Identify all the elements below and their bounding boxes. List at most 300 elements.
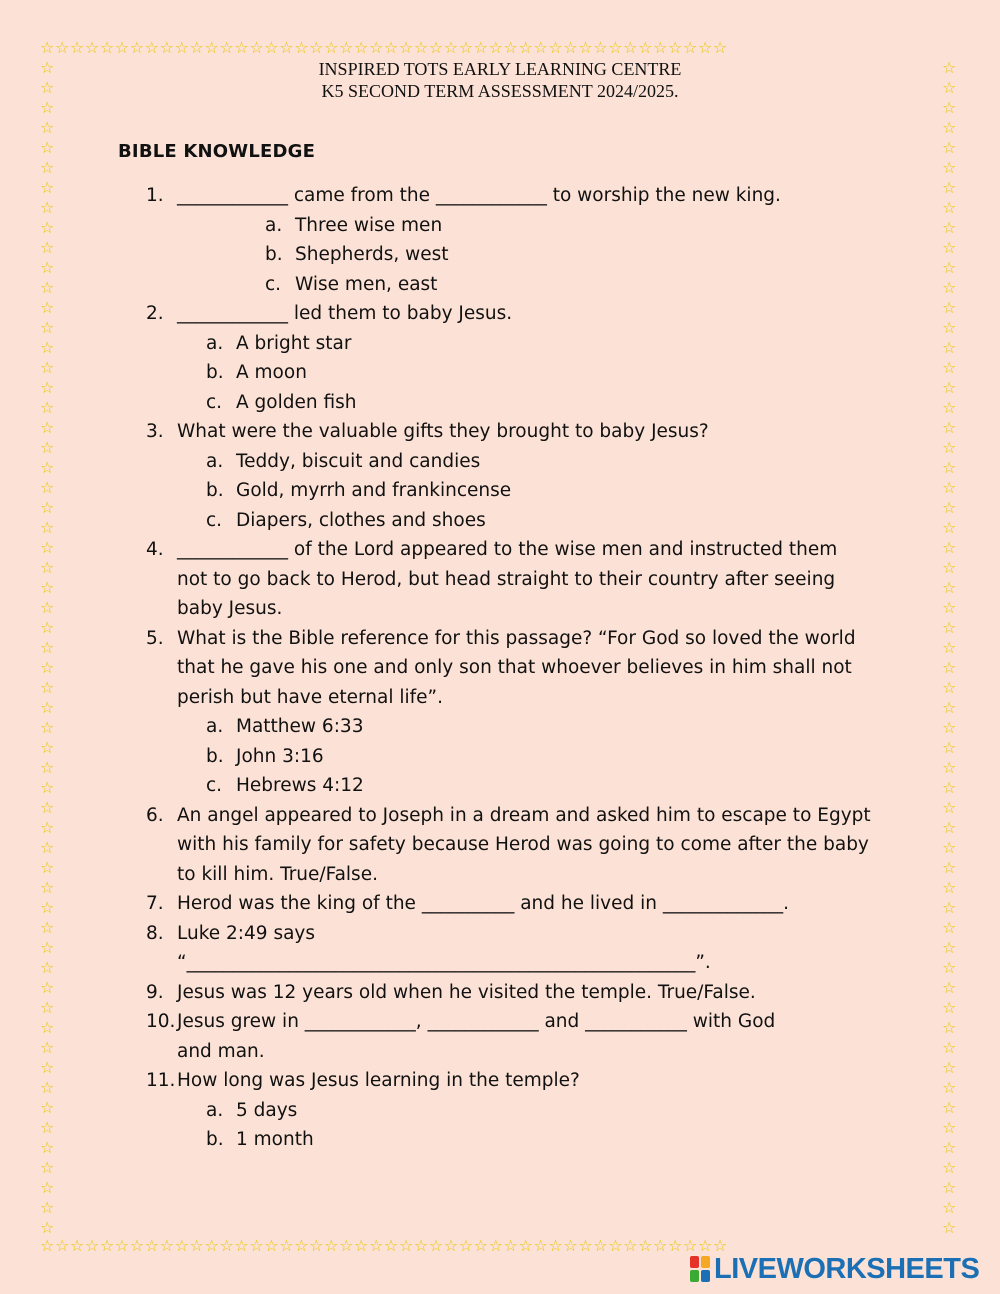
question-text: Jesus grew in ____________, ____________ and ___________ with God — [177, 1011, 776, 1032]
question-9 — [0, 978, 1000, 1008]
question-text: How long was Jesus learning in the temple? — [177, 1070, 580, 1091]
star-outline-icon: ☆ — [40, 778, 55, 797]
question-3 — [0, 417, 1000, 447]
question-text: ____________ of the Lord appeared to the wise men and instructed them — [177, 539, 838, 560]
star-outline-icon: ☆ — [697, 1236, 713, 1255]
star-outline-icon: ☆ — [40, 58, 55, 77]
star-outline-icon: ☆ — [712, 38, 728, 57]
star-outline-icon: ☆ — [533, 38, 549, 57]
option-letter: b. — [265, 244, 283, 265]
option-item — [0, 270, 1000, 300]
option-letter: b. — [206, 480, 224, 501]
star-outline-icon: ☆ — [942, 298, 957, 317]
star-outline-icon: ☆ — [40, 698, 55, 717]
star-outline-icon: ☆ — [942, 218, 957, 237]
star-outline-icon: ☆ — [942, 1198, 957, 1217]
option-text: A golden fish — [236, 391, 357, 413]
star-outline-icon: ☆ — [40, 898, 55, 917]
star-outline-icon: ☆ — [518, 38, 534, 57]
option-letter: a. — [206, 450, 224, 472]
star-outline-icon: ☆ — [608, 38, 624, 57]
star-outline-icon: ☆ — [204, 1236, 220, 1255]
star-outline-icon: ☆ — [942, 658, 957, 677]
star-outline-icon: ☆ — [234, 1236, 250, 1255]
star-outline-icon: ☆ — [40, 538, 55, 557]
option-item — [0, 712, 1000, 742]
star-outline-icon: ☆ — [40, 1236, 55, 1255]
star-outline-icon: ☆ — [339, 1236, 355, 1255]
section-title: BIBLE KNOWLEDGE — [118, 141, 316, 162]
star-outline-icon: ☆ — [40, 1158, 55, 1177]
star-outline-icon: ☆ — [40, 218, 55, 237]
star-outline-icon: ☆ — [473, 38, 489, 57]
star-outline-icon: ☆ — [264, 38, 280, 57]
star-outline-icon: ☆ — [40, 398, 55, 417]
star-outline-icon: ☆ — [40, 678, 55, 697]
star-outline-icon: ☆ — [114, 38, 130, 57]
option-text: Shepherds, west — [295, 244, 449, 265]
star-outline-icon: ☆ — [942, 538, 957, 557]
question-number: 7. — [146, 893, 164, 914]
star-outline-icon: ☆ — [189, 1236, 205, 1255]
star-outline-icon: ☆ — [354, 38, 369, 57]
star-outline-icon: ☆ — [518, 1236, 534, 1255]
star-outline-icon: ☆ — [189, 38, 205, 57]
star-outline-icon: ☆ — [69, 1236, 85, 1255]
question-text: What were the valuable gifts they brought to baby Jesus? — [177, 421, 709, 442]
question-text: Luke 2:49 says — [177, 922, 316, 944]
question-number: 10. — [146, 1011, 176, 1032]
star-outline-icon: ☆ — [942, 178, 957, 197]
question-11 — [0, 1066, 1000, 1096]
option-text: John 3:16 — [236, 745, 324, 767]
option-text: Matthew 6:33 — [236, 716, 364, 737]
star-outline-icon: ☆ — [294, 1236, 310, 1255]
star-outline-icon: ☆ — [653, 38, 669, 57]
option-item — [0, 1125, 1000, 1155]
option-text: 1 month — [236, 1129, 314, 1150]
star-outline-icon: ☆ — [942, 1058, 957, 1077]
star-outline-icon: ☆ — [144, 1236, 160, 1255]
question-text: An angel appeared to Joseph in a dream and asked him to escape to Egypt — [177, 804, 871, 826]
question-text: with his family for safety because Herod was going to come after the baby — [177, 834, 869, 855]
star-outline-icon: ☆ — [40, 298, 55, 317]
star-outline-icon: ☆ — [942, 578, 957, 597]
star-outline-icon: ☆ — [309, 1236, 325, 1255]
star-outline-icon: ☆ — [40, 1138, 55, 1157]
star-outline-icon: ☆ — [219, 1236, 235, 1255]
star-outline-icon: ☆ — [114, 1236, 130, 1255]
star-outline-icon: ☆ — [942, 418, 957, 437]
star-outline-icon: ☆ — [942, 678, 957, 697]
star-outline-icon: ☆ — [40, 658, 55, 677]
star-outline-icon: ☆ — [942, 458, 957, 477]
star-outline-icon: ☆ — [249, 1236, 265, 1255]
star-outline-icon: ☆ — [638, 1236, 654, 1255]
option-item — [0, 240, 1000, 270]
star-outline-icon: ☆ — [942, 1098, 957, 1117]
option-item — [0, 506, 1000, 536]
star-outline-icon: ☆ — [383, 38, 399, 57]
option-text: Gold, myrrh and frankincense — [236, 480, 512, 501]
star-outline-icon: ☆ — [309, 38, 325, 57]
question-continuation — [0, 1037, 1000, 1067]
star-outline-icon: ☆ — [219, 38, 235, 57]
star-outline-icon: ☆ — [503, 1236, 519, 1255]
star-outline-icon: ☆ — [458, 1236, 474, 1255]
star-outline-icon: ☆ — [99, 38, 115, 57]
star-outline-icon: ☆ — [488, 38, 504, 57]
option-letter: b. — [206, 1129, 224, 1150]
star-outline-icon: ☆ — [54, 1236, 70, 1255]
star-outline-icon: ☆ — [503, 38, 519, 57]
star-outline-icon: ☆ — [204, 38, 220, 57]
question-continuation — [0, 830, 1000, 860]
star-outline-icon: ☆ — [942, 818, 957, 837]
star-outline-icon: ☆ — [942, 878, 957, 897]
star-outline-icon: ☆ — [608, 1236, 624, 1255]
star-outline-icon: ☆ — [279, 1236, 295, 1255]
star-outline-icon: ☆ — [942, 978, 957, 997]
star-outline-icon: ☆ — [942, 58, 957, 77]
star-outline-icon: ☆ — [324, 38, 340, 57]
star-outline-icon: ☆ — [294, 38, 310, 57]
star-outline-icon: ☆ — [942, 638, 957, 657]
star-outline-icon: ☆ — [354, 1236, 369, 1255]
star-outline-icon: ☆ — [942, 958, 957, 977]
star-outline-icon: ☆ — [40, 718, 55, 737]
star-outline-icon: ☆ — [40, 558, 55, 577]
star-outline-icon: ☆ — [129, 38, 145, 57]
star-outline-icon: ☆ — [398, 38, 414, 57]
star-outline-icon: ☆ — [942, 478, 957, 497]
star-outline-icon: ☆ — [443, 1236, 459, 1255]
star-outline-icon: ☆ — [682, 38, 698, 57]
question-6 — [0, 801, 1000, 831]
option-letter: c. — [265, 273, 282, 295]
question-number: 1. — [146, 185, 164, 206]
star-outline-icon: ☆ — [942, 838, 957, 857]
star-outline-icon: ☆ — [942, 138, 957, 157]
star-outline-icon: ☆ — [942, 718, 957, 737]
star-outline-icon: ☆ — [942, 338, 957, 357]
star-outline-icon: ☆ — [174, 1236, 190, 1255]
option-item — [0, 329, 1000, 359]
option-letter: a. — [206, 1099, 224, 1121]
star-outline-icon: ☆ — [942, 1138, 957, 1157]
star-outline-icon: ☆ — [40, 338, 55, 357]
star-outline-icon: ☆ — [942, 398, 957, 417]
question-4 — [0, 535, 1000, 565]
page-header — [0, 58, 1000, 102]
star-outline-icon: ☆ — [40, 318, 55, 337]
watermark-text: LIVEWORKSHEETS — [714, 1252, 980, 1285]
star-outline-icon: ☆ — [40, 858, 55, 877]
question-text: ____________ came from the ____________ to worship the new king. — [177, 185, 781, 206]
star-outline-icon: ☆ — [40, 878, 55, 897]
liveworksheets-logo-icon — [690, 1256, 710, 1282]
question-8 — [0, 919, 1000, 949]
star-outline-icon: ☆ — [443, 38, 459, 57]
star-outline-icon: ☆ — [473, 1236, 489, 1255]
question-text: perish but have eternal life”. — [177, 686, 444, 708]
star-outline-icon: ☆ — [942, 518, 957, 537]
star-outline-icon: ☆ — [339, 38, 355, 57]
star-outline-icon: ☆ — [40, 158, 55, 177]
star-outline-icon: ☆ — [398, 1236, 414, 1255]
star-outline-icon: ☆ — [40, 138, 55, 157]
star-outline-icon: ☆ — [942, 258, 957, 277]
star-outline-icon: ☆ — [383, 1236, 399, 1255]
option-item — [0, 771, 1000, 801]
star-outline-icon: ☆ — [942, 378, 957, 397]
star-outline-icon: ☆ — [40, 598, 55, 617]
question-number: 11. — [146, 1070, 176, 1091]
option-text: Hebrews 4:12 — [236, 775, 364, 796]
star-outline-icon: ☆ — [942, 118, 957, 137]
star-outline-icon: ☆ — [942, 498, 957, 517]
star-outline-icon: ☆ — [942, 1218, 957, 1237]
star-outline-icon: ☆ — [40, 518, 55, 537]
star-outline-icon: ☆ — [942, 438, 957, 457]
option-item — [0, 476, 1000, 506]
answer-blank: “_______________________________________________________”. — [177, 952, 711, 973]
star-outline-icon: ☆ — [40, 178, 55, 197]
star-outline-icon: ☆ — [40, 1198, 55, 1217]
star-outline-icon: ☆ — [563, 1236, 579, 1255]
star-outline-icon: ☆ — [623, 38, 639, 57]
star-outline-icon: ☆ — [40, 1098, 55, 1117]
option-text: Wise men, east — [295, 273, 438, 295]
star-outline-icon: ☆ — [942, 278, 957, 297]
star-outline-icon: ☆ — [942, 1038, 957, 1057]
star-outline-icon: ☆ — [99, 1236, 115, 1255]
star-outline-icon: ☆ — [458, 38, 474, 57]
star-outline-icon: ☆ — [40, 1058, 55, 1077]
option-item — [0, 1096, 1000, 1126]
question-text: to kill him. True/False. — [177, 863, 378, 885]
star-outline-icon: ☆ — [942, 698, 957, 717]
star-outline-icon: ☆ — [712, 1236, 728, 1255]
star-outline-icon: ☆ — [40, 498, 55, 517]
star-outline-icon: ☆ — [668, 1236, 683, 1255]
star-outline-icon: ☆ — [578, 1236, 594, 1255]
star-outline-icon: ☆ — [159, 38, 175, 57]
star-outline-icon: ☆ — [40, 618, 55, 637]
star-outline-icon: ☆ — [40, 818, 55, 837]
star-outline-icon: ☆ — [942, 1178, 957, 1197]
question-number: 4. — [146, 539, 164, 560]
option-item — [0, 742, 1000, 772]
star-outline-icon: ☆ — [144, 38, 160, 57]
star-outline-icon: ☆ — [264, 1236, 280, 1255]
star-outline-icon: ☆ — [40, 798, 55, 817]
star-outline-icon: ☆ — [40, 918, 55, 937]
star-outline-icon: ☆ — [40, 198, 55, 217]
star-outline-icon: ☆ — [40, 438, 55, 457]
star-outline-icon: ☆ — [84, 38, 100, 57]
assessment-title: K5 SECOND TERM ASSESSMENT 2024/2025. — [321, 81, 679, 101]
option-letter: a. — [265, 214, 283, 236]
question-number: 8. — [146, 922, 164, 944]
star-outline-icon: ☆ — [40, 1218, 55, 1237]
star-outline-icon: ☆ — [653, 1236, 669, 1255]
star-outline-icon: ☆ — [368, 1236, 384, 1255]
option-text: Three wise men — [295, 214, 443, 236]
question-continuation — [0, 948, 1000, 978]
star-outline-icon: ☆ — [942, 858, 957, 877]
star-outline-icon: ☆ — [942, 1018, 957, 1037]
star-outline-icon: ☆ — [234, 38, 250, 57]
star-outline-icon: ☆ — [84, 1236, 100, 1255]
question-5 — [0, 624, 1000, 654]
star-outline-icon: ☆ — [249, 38, 265, 57]
question-text: Herod was the king of the __________ and he lived in _____________. — [177, 893, 789, 914]
star-outline-icon: ☆ — [40, 358, 55, 377]
star-border-top — [40, 38, 962, 58]
star-outline-icon: ☆ — [413, 1236, 429, 1255]
star-outline-icon: ☆ — [942, 998, 957, 1017]
star-outline-icon: ☆ — [413, 38, 429, 57]
star-outline-icon: ☆ — [428, 38, 444, 57]
option-text: Teddy, biscuit and candies — [236, 450, 481, 472]
star-outline-icon: ☆ — [40, 578, 55, 597]
question-number: 2. — [146, 303, 164, 324]
question-continuation — [0, 653, 1000, 683]
star-outline-icon: ☆ — [533, 1236, 549, 1255]
star-outline-icon: ☆ — [942, 1118, 957, 1137]
star-outline-icon: ☆ — [563, 38, 579, 57]
question-continuation — [0, 594, 1000, 624]
star-outline-icon: ☆ — [942, 598, 957, 617]
star-outline-icon: ☆ — [40, 838, 55, 857]
star-outline-icon: ☆ — [593, 38, 609, 57]
star-outline-icon: ☆ — [428, 1236, 444, 1255]
option-text: A bright star — [236, 332, 352, 354]
star-outline-icon: ☆ — [578, 38, 594, 57]
star-outline-icon: ☆ — [942, 758, 957, 777]
star-outline-icon: ☆ — [40, 758, 55, 777]
option-text: A moon — [236, 362, 307, 383]
question-2 — [0, 299, 1000, 329]
star-outline-icon: ☆ — [40, 1018, 55, 1037]
star-outline-icon: ☆ — [69, 38, 85, 57]
option-text: Diapers, clothes and shoes — [236, 509, 486, 531]
star-outline-icon: ☆ — [40, 938, 55, 957]
star-outline-icon: ☆ — [942, 98, 957, 117]
star-outline-icon: ☆ — [40, 258, 55, 277]
star-outline-icon: ☆ — [942, 78, 957, 97]
option-letter: b. — [206, 745, 224, 767]
star-outline-icon: ☆ — [40, 998, 55, 1017]
star-outline-icon: ☆ — [488, 1236, 504, 1255]
star-outline-icon: ☆ — [40, 278, 55, 297]
option-letter: b. — [206, 362, 224, 383]
question-continuation — [0, 860, 1000, 890]
star-outline-icon: ☆ — [942, 1158, 957, 1177]
star-outline-icon: ☆ — [54, 38, 70, 57]
star-outline-icon: ☆ — [40, 458, 55, 477]
question-7 — [0, 889, 1000, 919]
star-outline-icon: ☆ — [40, 418, 55, 437]
question-10 — [0, 1007, 1000, 1037]
star-outline-icon: ☆ — [40, 118, 55, 137]
star-outline-icon: ☆ — [942, 618, 957, 637]
question-number: 5. — [146, 627, 164, 649]
question-text: and man. — [177, 1040, 265, 1062]
option-letter: c. — [206, 391, 223, 413]
question-number: 3. — [146, 421, 164, 442]
question-1 — [0, 181, 1000, 211]
star-outline-icon: ☆ — [40, 38, 55, 57]
option-item — [0, 358, 1000, 388]
star-outline-icon: ☆ — [40, 1178, 55, 1197]
star-outline-icon: ☆ — [942, 898, 957, 917]
liveworksheets-watermark[interactable] — [690, 1252, 979, 1286]
star-outline-icon: ☆ — [697, 38, 713, 57]
star-outline-icon: ☆ — [40, 1118, 55, 1137]
star-outline-icon: ☆ — [368, 38, 384, 57]
option-letter: c. — [206, 509, 223, 531]
option-letter: a. — [206, 332, 224, 354]
question-text: baby Jesus. — [177, 598, 283, 619]
star-outline-icon: ☆ — [40, 78, 55, 97]
option-item — [0, 447, 1000, 477]
star-outline-icon: ☆ — [279, 38, 295, 57]
star-outline-icon: ☆ — [548, 38, 564, 57]
star-outline-icon: ☆ — [942, 318, 957, 337]
option-letter: c. — [206, 775, 223, 796]
star-outline-icon: ☆ — [668, 38, 683, 57]
question-continuation — [0, 683, 1000, 713]
star-outline-icon: ☆ — [40, 958, 55, 977]
question-list — [0, 181, 1000, 1155]
star-outline-icon: ☆ — [593, 1236, 609, 1255]
star-outline-icon: ☆ — [324, 1236, 340, 1255]
star-outline-icon: ☆ — [129, 1236, 145, 1255]
star-outline-icon: ☆ — [40, 738, 55, 757]
school-name: INSPIRED TOTS EARLY LEARNING CENTRE — [318, 59, 682, 79]
star-outline-icon: ☆ — [40, 478, 55, 497]
question-text: not to go back to Herod, but head straight to their country after seeing — [177, 568, 836, 590]
star-outline-icon: ☆ — [40, 638, 55, 657]
star-outline-icon: ☆ — [40, 1038, 55, 1057]
star-outline-icon: ☆ — [638, 38, 654, 57]
star-outline-icon: ☆ — [548, 1236, 564, 1255]
star-outline-icon: ☆ — [942, 238, 957, 257]
star-outline-icon: ☆ — [40, 98, 55, 117]
star-outline-icon: ☆ — [174, 38, 190, 57]
star-outline-icon: ☆ — [942, 798, 957, 817]
question-number: 6. — [146, 804, 164, 826]
question-text: What is the Bible reference for this passage? “For God so loved the world — [177, 627, 856, 649]
star-outline-icon: ☆ — [40, 378, 55, 397]
star-outline-icon: ☆ — [942, 158, 957, 177]
star-outline-icon: ☆ — [942, 738, 957, 757]
question-number: 9. — [146, 981, 164, 1003]
question-text: ____________ led them to baby Jesus. — [177, 303, 513, 324]
question-text: Jesus was 12 years old when he visited the temple. True/False. — [177, 981, 756, 1003]
star-outline-icon: ☆ — [159, 1236, 175, 1255]
star-outline-icon: ☆ — [942, 778, 957, 797]
star-outline-icon: ☆ — [942, 198, 957, 217]
star-outline-icon: ☆ — [40, 238, 55, 257]
star-outline-icon: ☆ — [40, 978, 55, 997]
question-text: that he gave his one and only son that whoever believes in him shall not — [177, 657, 852, 678]
star-outline-icon: ☆ — [942, 358, 957, 377]
option-text: 5 days — [236, 1099, 298, 1121]
star-outline-icon: ☆ — [40, 1078, 55, 1097]
